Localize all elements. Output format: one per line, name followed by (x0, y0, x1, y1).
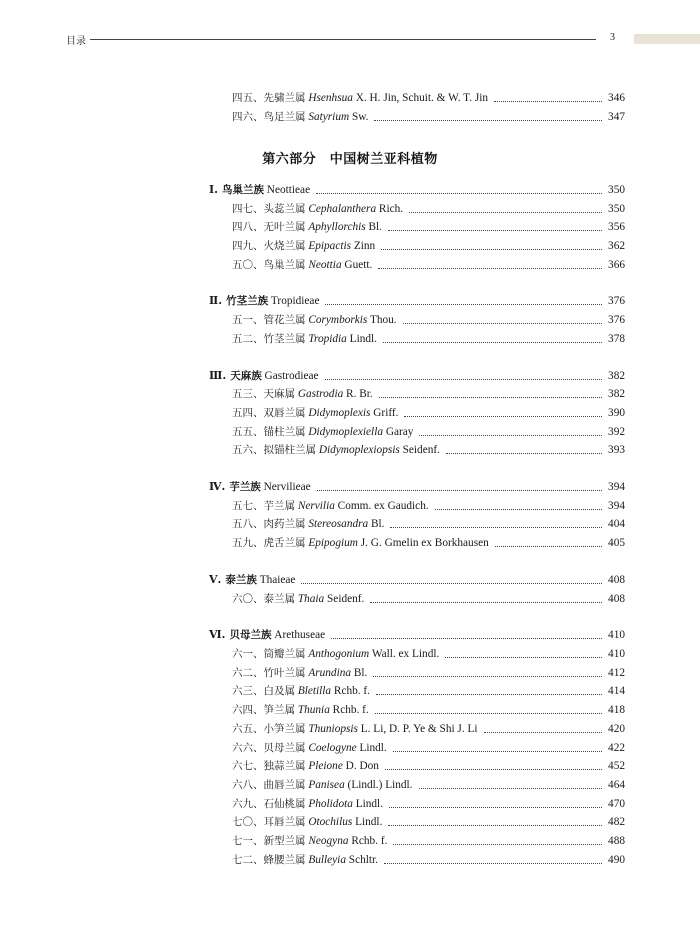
dot-leader (390, 527, 602, 528)
entry-page-number: 418 (608, 704, 625, 716)
tribe-title (209, 292, 319, 310)
entry-page-number: 366 (608, 259, 625, 271)
entry-chinese-name: 鸟足兰属 (263, 111, 306, 123)
header-rule (90, 39, 596, 40)
entry-author: Lindl. (352, 798, 384, 810)
entry-genus: Nervilia (297, 500, 335, 512)
tribe-latin-name: Arethuseae (271, 629, 326, 641)
entry-chinese-name: 先骕兰属 (263, 92, 306, 104)
entry-title (232, 720, 478, 738)
tribe-latin-name: Gastrodieae (261, 370, 319, 382)
dot-leader (376, 694, 602, 695)
entry-chinese-name: 肉药兰属 (263, 518, 306, 530)
dot-leader (325, 379, 603, 380)
tribe-latin-name: Thaieae (256, 574, 296, 586)
entry-chinese-name: 蜂腰兰属 (263, 854, 306, 866)
entry-genus: Didymoplexiella (308, 426, 383, 438)
entry-title (232, 832, 387, 850)
entry-number: 五六、 (232, 444, 264, 456)
entry-page-number: 408 (608, 593, 625, 605)
dot-leader (495, 546, 602, 547)
entry-number: 五九、 (232, 537, 264, 549)
entry-author: Sw. (349, 111, 369, 123)
entry-title (232, 739, 387, 757)
entry-page-number: 452 (608, 760, 625, 772)
entry-author: Rchb. f. (331, 685, 370, 697)
toc-tribe-heading[interactable] (209, 181, 625, 199)
entry-author: R. Br. (343, 388, 373, 400)
entry-title (232, 108, 368, 126)
entry-page-number: 382 (608, 388, 625, 400)
toc-entry[interactable] (232, 311, 625, 329)
dot-leader (419, 788, 603, 789)
entry-title (232, 515, 384, 533)
toc-tribe-heading[interactable] (209, 571, 625, 589)
entry-title (232, 218, 382, 236)
entry-page-number: 393 (608, 444, 625, 456)
entry-number: 四九、 (232, 240, 264, 252)
entry-page-number: 410 (608, 648, 625, 660)
entry-genus: Corymborkis (308, 314, 368, 326)
toc-entry[interactable] (232, 515, 625, 533)
header-label: 目录 (66, 36, 86, 47)
tribe-page-number: 394 (608, 481, 625, 493)
entry-number: 五二、 (232, 333, 264, 345)
header-tab (634, 34, 700, 44)
tribe-latin-name: Neottieae (263, 184, 311, 196)
entry-genus: Aphyllorchis (308, 221, 366, 233)
dot-leader (378, 268, 602, 269)
entry-author: Zinn (351, 240, 376, 252)
entry-title (232, 237, 375, 255)
entry-genus: Arundina (308, 667, 352, 679)
toc-entry[interactable] (232, 89, 625, 107)
entry-author: Griff. (370, 407, 399, 419)
entry-genus: Neottia (308, 259, 342, 271)
entry-chinese-name: 管花兰属 (263, 314, 306, 326)
entry-page-number: 488 (608, 835, 625, 847)
entry-number: 五五、 (232, 426, 264, 438)
entry-author: Lindl. (356, 742, 387, 754)
toc-entry[interactable] (232, 795, 625, 813)
dot-leader (388, 825, 602, 826)
toc-entry[interactable] (232, 720, 625, 738)
entry-author: Bl. (368, 518, 385, 530)
tribe-numeral: Ⅱ. (209, 294, 223, 307)
entry-chinese-name: 锚柱兰属 (263, 426, 306, 438)
entry-number: 四五、 (232, 92, 264, 104)
toc-tribe-heading[interactable] (209, 367, 625, 385)
entry-title (232, 311, 397, 329)
entry-page-number: 378 (608, 333, 625, 345)
part-title: 第六部分 中国树兰亚科植物 (262, 152, 438, 167)
dot-leader (385, 769, 602, 770)
dot-leader (404, 416, 602, 417)
tribe-numeral: Ⅴ. (209, 573, 222, 586)
entry-chinese-name: 独蒜兰属 (263, 760, 306, 772)
dot-leader (375, 713, 602, 714)
entry-author: J. G. Gmelin ex Borkhausen (357, 537, 489, 549)
entry-number: 七〇、 (232, 816, 264, 828)
toc-entry[interactable] (232, 851, 625, 869)
entry-page-number: 347 (608, 111, 625, 123)
tribe-numeral: Ⅳ. (209, 480, 226, 493)
entry-title (232, 200, 403, 218)
entry-title (232, 404, 398, 422)
entry-number: 五一、 (232, 314, 264, 326)
tribe-numeral: Ⅰ. (209, 183, 218, 196)
toc-entry[interactable] (232, 497, 625, 515)
entry-chinese-name: 芋兰属 (263, 500, 295, 512)
dot-leader (379, 397, 602, 398)
dot-leader (445, 657, 602, 658)
dot-leader (317, 490, 602, 491)
tribe-title (209, 181, 310, 199)
entry-number: 六五、 (232, 723, 264, 735)
entry-genus: Thaia (297, 593, 325, 605)
entry-number: 五八、 (232, 518, 264, 530)
entry-title (232, 795, 383, 813)
entry-genus: Thunia (297, 704, 330, 716)
entry-title (232, 441, 440, 459)
entry-chinese-name: 无叶兰属 (263, 221, 306, 233)
entry-page-number: 412 (608, 667, 625, 679)
entry-number: 四八、 (232, 221, 264, 233)
tribe-title (209, 571, 295, 589)
dot-leader (374, 120, 602, 121)
dot-leader (446, 453, 602, 454)
entry-number: 六三、 (232, 685, 264, 697)
entry-title (232, 645, 439, 663)
entry-chinese-name: 小笋兰属 (263, 723, 306, 735)
entry-page-number: 376 (608, 314, 625, 326)
entry-page-number: 390 (608, 407, 625, 419)
toc-entry[interactable] (232, 664, 625, 682)
toc-entry[interactable] (232, 200, 625, 218)
dot-leader (383, 342, 602, 343)
tribe-latin-name: Tropidieae (268, 295, 320, 307)
entry-genus: Didymoplexis (308, 407, 371, 419)
dot-leader (409, 212, 602, 213)
entry-number: 五〇、 (232, 259, 264, 271)
toc-entry[interactable] (232, 385, 625, 403)
entry-number: 七二、 (232, 854, 264, 866)
entry-chinese-name: 头蕊兰属 (263, 203, 306, 215)
dot-leader (388, 230, 602, 231)
tribe-page-number: 410 (608, 629, 625, 641)
entry-chinese-name: 贝母兰属 (263, 742, 306, 754)
entry-author: Rchb. f. (348, 835, 388, 847)
entry-chinese-name: 竹叶兰属 (263, 667, 306, 679)
dot-leader (389, 807, 602, 808)
entry-title (232, 757, 379, 775)
entry-title (232, 89, 488, 107)
entry-genus: Pleione (308, 760, 343, 772)
entry-chinese-name: 火烧兰属 (263, 240, 306, 252)
entry-chinese-name: 曲唇兰属 (263, 779, 306, 791)
entry-title (232, 423, 413, 441)
entry-genus: Panisea (308, 779, 345, 791)
entry-chinese-name: 石仙桃属 (263, 798, 306, 810)
entry-title (232, 256, 372, 274)
tribe-page-number: 350 (608, 184, 625, 196)
entry-chinese-name: 新型兰属 (263, 835, 306, 847)
entry-genus: Coelogyne (308, 742, 357, 754)
entry-title (232, 664, 367, 682)
dot-leader (384, 863, 602, 864)
toc-tribe-heading[interactable] (209, 292, 625, 310)
toc-entry[interactable] (232, 813, 625, 831)
entry-author: Seidenf. (399, 444, 440, 456)
entry-genus: Hsenhsua (308, 92, 353, 104)
dot-leader (393, 751, 602, 752)
tribe-title (209, 367, 319, 385)
entry-page-number: 464 (608, 779, 625, 791)
entry-author: Lindl. (346, 333, 377, 345)
entry-author: Comm. ex Gaudich. (334, 500, 429, 512)
toc-entry[interactable] (232, 590, 625, 608)
entry-chinese-name: 双唇兰属 (263, 407, 306, 419)
entry-page-number: 404 (608, 518, 625, 530)
tribe-chinese-name: 芋兰族 (229, 481, 261, 493)
entry-title (232, 590, 364, 608)
tribe-chinese-name: 贝母兰族 (229, 629, 272, 641)
entry-genus: Otochilus (308, 816, 353, 828)
entry-author: Guett. (341, 259, 373, 271)
entry-author: Bl. (351, 667, 368, 679)
entry-title (232, 813, 382, 831)
entry-author: L. Li, D. P. Ye & Shi J. Li (357, 723, 478, 735)
dot-leader (370, 602, 602, 603)
toc-entry[interactable] (232, 256, 625, 274)
toc-entry[interactable] (232, 776, 625, 794)
entry-page-number: 420 (608, 723, 625, 735)
entry-page-number: 362 (608, 240, 625, 252)
entry-title (232, 497, 429, 515)
entry-genus: Cephalanthera (308, 203, 377, 215)
toc-entry[interactable] (232, 423, 625, 441)
toc-entry[interactable] (232, 330, 625, 348)
entry-page-number: 405 (608, 537, 625, 549)
entry-chinese-name: 白及属 (263, 685, 295, 697)
toc-tribe-heading[interactable] (209, 478, 625, 496)
entry-number: 七一、 (232, 835, 264, 847)
entry-page-number: 394 (608, 500, 625, 512)
tribe-title (209, 478, 311, 496)
toc-entry[interactable] (232, 832, 625, 850)
dot-leader (373, 676, 602, 677)
entry-author: Lindl. (352, 816, 383, 828)
toc-entry[interactable] (232, 682, 625, 700)
entry-number: 五七、 (232, 500, 264, 512)
entry-number: 六八、 (232, 779, 264, 791)
entry-title (232, 701, 369, 719)
entry-title (232, 385, 373, 403)
dot-leader (316, 193, 602, 194)
dot-leader (494, 101, 602, 102)
toc-entry[interactable] (232, 441, 625, 459)
entry-genus: Thuniopsis (308, 723, 358, 735)
tribe-chinese-name: 竹茎兰族 (226, 295, 269, 307)
entry-number: 六七、 (232, 760, 264, 772)
entry-chinese-name: 虎舌兰属 (263, 537, 306, 549)
entry-title (232, 682, 370, 700)
entry-author: Schltr. (345, 854, 378, 866)
tribe-numeral: Ⅲ. (209, 369, 227, 382)
tribe-chinese-name: 鸟巢兰族 (221, 184, 264, 196)
entry-genus: Gastrodia (297, 388, 344, 400)
entry-genus: Anthogonium (308, 648, 370, 660)
entry-page-number: 482 (608, 816, 625, 828)
dot-leader (331, 638, 602, 639)
toc-entry[interactable] (232, 534, 625, 552)
entry-page-number: 422 (608, 742, 625, 754)
tribe-chinese-name: 天麻族 (230, 370, 262, 382)
entry-number: 六〇、 (232, 593, 264, 605)
entry-number: 六九、 (232, 798, 264, 810)
entry-chinese-name: 鸟巢兰属 (263, 259, 306, 271)
dot-leader (403, 323, 602, 324)
entry-number: 四六、 (232, 111, 264, 123)
toc-entry[interactable] (232, 739, 625, 757)
entry-genus: Neogyna (308, 835, 349, 847)
entry-page-number: 356 (608, 221, 625, 233)
entry-chinese-name: 竹茎兰属 (263, 333, 306, 345)
tribe-numeral: Ⅵ. (209, 628, 226, 641)
entry-number: 六六、 (232, 742, 264, 754)
toc-entry[interactable] (232, 108, 625, 126)
entry-author: D. Don (342, 760, 379, 772)
entry-genus: Epipactis (308, 240, 352, 252)
entry-page-number: 414 (608, 685, 625, 697)
toc-entry[interactable] (232, 701, 625, 719)
entry-page-number: 490 (608, 854, 625, 866)
entry-title (232, 330, 377, 348)
entry-title (232, 534, 489, 552)
tribe-page-number: 408 (608, 574, 625, 586)
entry-number: 四七、 (232, 203, 264, 215)
tribe-chinese-name: 泰兰族 (225, 574, 257, 586)
entry-genus: Epipogium (308, 537, 358, 549)
entry-page-number: 350 (608, 203, 625, 215)
dot-leader (381, 249, 602, 250)
entry-chinese-name: 拟锚柱兰属 (263, 444, 316, 456)
entry-author: Seidenf. (324, 593, 365, 605)
toc-entry[interactable] (232, 237, 625, 255)
tribe-latin-name: Nervilieae (260, 481, 311, 493)
dot-leader (301, 583, 602, 584)
entry-number: 五三、 (232, 388, 264, 400)
toc-entry[interactable] (232, 404, 625, 422)
dot-leader (325, 304, 602, 305)
entry-author: Thou. (367, 314, 397, 326)
entry-author: Rchb. f. (329, 704, 369, 716)
entry-genus: Tropidia (308, 333, 347, 345)
entry-title (232, 851, 378, 869)
dot-leader (393, 844, 602, 845)
entry-author: Bl. (365, 221, 382, 233)
toc-tribe-heading[interactable] (209, 626, 625, 644)
entry-chinese-name: 泰兰属 (263, 593, 295, 605)
entry-genus: Satyrium (308, 111, 350, 123)
entry-chinese-name: 耳唇兰属 (263, 816, 306, 828)
dot-leader (419, 435, 602, 436)
toc-entry[interactable] (232, 645, 625, 663)
toc-entry[interactable] (232, 757, 625, 775)
entry-author: Wall. ex Lindl. (369, 648, 440, 660)
entry-chinese-name: 笋兰属 (263, 704, 295, 716)
entry-chinese-name: 筒瓣兰属 (263, 648, 306, 660)
entry-number: 六一、 (232, 648, 264, 660)
dot-leader (435, 509, 602, 510)
entry-genus: Didymoplexiopsis (318, 444, 400, 456)
entry-genus: Bletilla (297, 685, 332, 697)
entry-author: (Lindl.) Lindl. (344, 779, 413, 791)
entry-genus: Stereosandra (308, 518, 369, 530)
entry-page-number: 346 (608, 92, 625, 104)
entry-author: X. H. Jin, Schuit. & W. T. Jin (352, 92, 489, 104)
entry-author: Garay (383, 426, 414, 438)
tribe-page-number: 382 (608, 370, 625, 382)
entry-author: Rich. (376, 203, 404, 215)
tribe-title (209, 626, 325, 644)
entry-page-number: 470 (608, 798, 625, 810)
running-header (0, 30, 700, 48)
entry-page-number: 392 (608, 426, 625, 438)
entry-chinese-name: 天麻属 (263, 388, 295, 400)
entry-number: 六二、 (232, 667, 264, 679)
entry-genus: Bulleyia (308, 854, 346, 866)
entry-title (232, 776, 413, 794)
tribe-page-number: 376 (608, 295, 625, 307)
toc-entry[interactable] (232, 218, 625, 236)
dot-leader (484, 732, 603, 733)
entry-number: 五四、 (232, 407, 264, 419)
header-page-number: 3 (610, 32, 615, 43)
entry-genus: Pholidota (308, 798, 353, 810)
entry-number: 六四、 (232, 704, 264, 716)
